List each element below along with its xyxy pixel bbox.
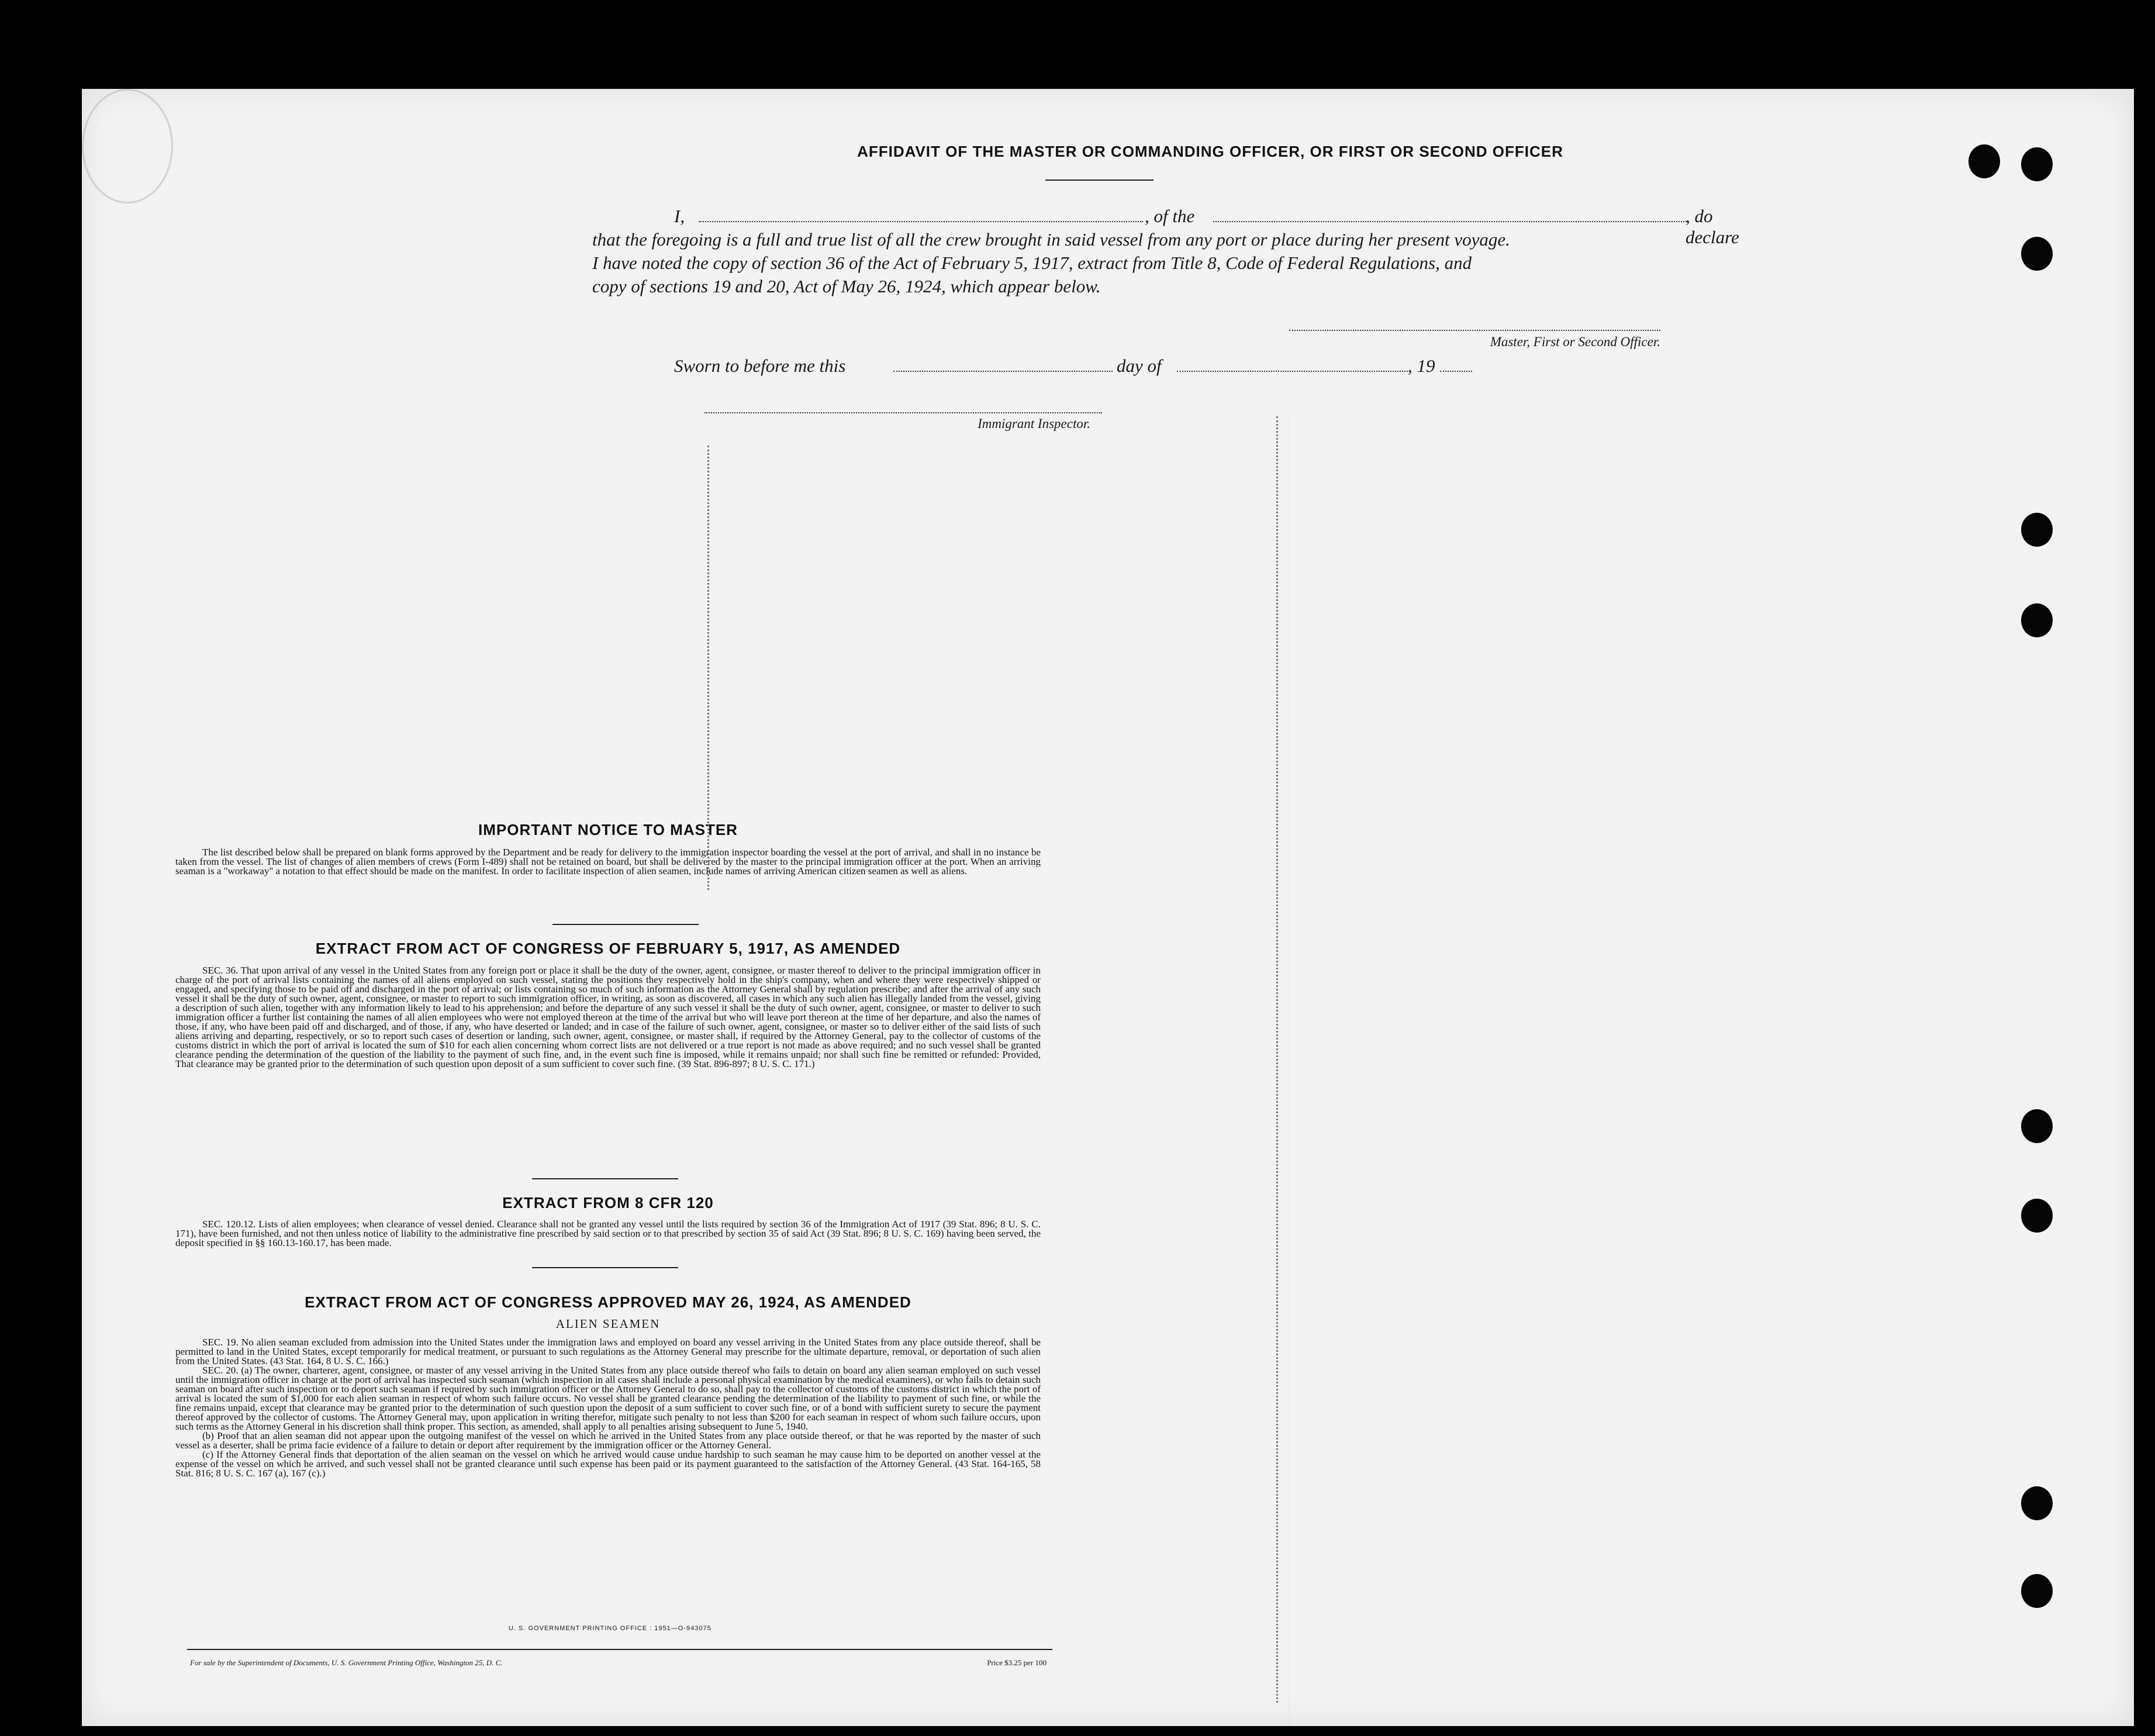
- extract-1924-title: EXTRACT FROM ACT OF CONGRESS APPROVED MAY 26, 1924, AS AMENDED: [305, 1293, 911, 1311]
- notice-title: IMPORTANT NOTICE TO MASTER: [478, 821, 738, 838]
- faded-stamp: [82, 89, 173, 203]
- binding-hole: [2021, 1486, 2053, 1520]
- notice-text: [175, 848, 1041, 876]
- sworn-year-label: , 19: [1408, 356, 1435, 376]
- binding-hole: [2021, 237, 2053, 271]
- inspector-caption: Immigrant Inspector.: [978, 416, 1090, 431]
- master-signature-caption: Master, First or Second Officer.: [1490, 334, 1660, 349]
- master-signature-line[interactable]: [1289, 330, 1660, 331]
- fold-line: [1289, 416, 1290, 1726]
- sworn-year-blank[interactable]: [1440, 371, 1472, 372]
- binding-hole: [2021, 1109, 2053, 1143]
- price-notice: Price $3.25 per 100: [987, 1658, 1047, 1667]
- declare-do-declare: , do declare: [1686, 206, 1739, 247]
- alien-seamen-subtitle: ALIEN SEAMEN: [555, 1317, 661, 1331]
- affidavit-title: AFFIDAVIT OF THE MASTER OR COMMANDING OFFICER, OR FIRST OR SECOND OFFICER: [857, 143, 1563, 160]
- rule-after-1917: [532, 1178, 678, 1179]
- sec-19-paragraph: SEC. 19. No alien seaman excluded from admission into the United States under the immigration laws and employed on board any vessel arriving in the United States from any place outside thereof, shall be permitted to land in the United States, except temporarily for medical treatment, or pursuant to such regulations as the Attorney General may prescribe for the ultimate departure, removal, or deportation of such alien from the United States. (43 Stat. 164, 8 U. S. C. 166.): [175, 1337, 1041, 1366]
- rule-after-notice: [552, 924, 699, 925]
- rule-after-cfr: [532, 1267, 678, 1268]
- sworn-day-of: day of: [1117, 356, 1162, 376]
- declare-line-3: I have noted the copy of section 36 of the Act of February 5, 1917, extract from Title 8, Code of Federal Regulations, and: [592, 253, 1472, 273]
- sworn-month-blank[interactable]: [1177, 371, 1408, 372]
- binding-hole: [2021, 1199, 2053, 1233]
- notice-paragraph: The list described below shall be prepared on blank forms approved by the Department and be ready for delivery to the immigration inspector boarding the vessel at the port of arrival, and shall in no instance be taken from the vessel. The list of changes of alien members of crews (Form I-489) shall not be retained on board, but shall be delivered by the master to the principal immigration officer at the port. When an arriving seaman is a "workaway" a notation to that effect should be made on the manifest. In order to facilitate inspection of alien seamen, include names of arriving American citizen seamen as well as aliens.: [175, 847, 1041, 876]
- footer-rule: [187, 1649, 1052, 1650]
- sworn-prefix: Sworn to before me this: [674, 356, 846, 376]
- inspector-signature-line[interactable]: [704, 412, 1102, 413]
- binding-hole: [2021, 513, 2053, 547]
- extract-cfr-text: [175, 1220, 1041, 1248]
- extract-1917-title: EXTRACT FROM ACT OF CONGRESS OF FEBRUARY 5, 1917, AS AMENDED: [315, 940, 901, 957]
- sec-120-paragraph: SEC. 120.12. Lists of alien employees; when clearance of vessel denied. Clearance shall not be granted any vessel until the lists required by section 36 of the Immigration Act of 1917 (39 Stat. 896; 8 U. S. C. 171), have been furnished, and not then unless notice of liability to the administrative fine prescribed by said section or to that prescribed by section 35 of said Act (39 Stat. 896; 8 U. S. C. 169) having been served, the deposit specified in §§ 160.13-160.17, has been made.: [175, 1219, 1041, 1248]
- binding-hole: [1968, 144, 2000, 178]
- vessel-blank[interactable]: [1213, 221, 1687, 222]
- dots-column-mid: [1276, 416, 1290, 1703]
- title-underline: [1045, 180, 1154, 181]
- sec-20a-paragraph: SEC. 20. (a) The owner, charterer, agent, consignee, or master of any vessel arriving in the United States from any place outside thereof who fails to detain on board any alien seaman employed on such vessel until the immigration officer in charge at the port of arrival has inspected such seaman (which inspection in all cases shall include a personal physical examination by the medical examiners), or who fails to detain such seaman on board after such inspection or to deport such seaman if required by such immigration officer or the Attorney General to do so, shall pay to the collector of customs of the customs district in which the port of arrival is located the sum of $1,000 for each alien seaman in respect of whom such failure occurs. No vessel shall be granted clearance pending the determination of the liability to payment of such fine, or while the fine remains unpaid, except that clearance may be granted prior to the determination of such question upon the deposit of a sum sufficient to cover such fine, or of a bond with sufficient surety to secure the payment thereof approved by the collector of customs. The Attorney General may, upon application in writing therefor, mitigate such penalty to not less than $200 for each seaman in respect of whom such failure occurs, upon such terms as the Attorney General in his discretion shall think proper. This section, as amended, shall apply to all penalties arising subsequent to June 5, 1940.: [175, 1365, 1041, 1432]
- binding-hole: [2021, 147, 2053, 181]
- extract-cfr-title: EXTRACT FROM 8 CFR 120: [502, 1194, 714, 1212]
- binding-hole: [2021, 1574, 2053, 1608]
- sec-20b-paragraph: (b) Proof that an alien seaman did not appear upon the outgoing manifest of the vessel on which he arrived in the United States from any place outside thereof, or that he was reported by the master of such vessel as a deserter, shall be prima facie evidence of a failure to detain or deport after requirement by the immigration officer or the Attorney General.: [175, 1430, 1041, 1451]
- sec-20c-paragraph: (c) If the Attorney General finds that deportation of the alien seaman on the vessel on which he arrived would cause undue hardship to such seaman he may cause him to be deported on another vessel at the expense of the vessel on which he arrived, and such vessel shall not be granted clearance until such expense has been paid or its payment guaranteed to the satisfaction of the Attorney General. (43 Stat. 164-165, 58 Stat. 816; 8 U. S. C. 167 (a), 167 (c).): [175, 1449, 1041, 1479]
- name-blank[interactable]: [699, 221, 1143, 222]
- sworn-line: [592, 356, 1469, 379]
- printing-office-imprint: U. S. GOVERNMENT PRINTING OFFICE : 1951—O-943075: [509, 1625, 712, 1632]
- declare-line-2: that the foregoing is a full and true list of all the crew brought in said vessel from any port or place during her present voyage.: [592, 229, 1510, 250]
- declare-line-4: copy of sections 19 and 20, Act of May 26, 1924, which appear below.: [592, 276, 1101, 296]
- for-sale-notice: For sale by the Superintendent of Documents, U. S. Government Printing Office, Washington 25, D. C.: [190, 1658, 503, 1667]
- declare-of-the: , of the: [1145, 206, 1195, 226]
- binding-hole: [2021, 603, 2053, 637]
- sec-36-paragraph: SEC. 36. That upon arrival of any vessel in the United States from any foreign port or place it shall be the duty of the owner, agent, consignee, or master thereof to deliver to the principal immigration officer in charge of the port of arrival lists containing the names of all aliens employed on such vessel, stating the positions they respectively hold in the ship's company, when and where they were respectively shipped or engaged, and specifying those to be paid off and discharged in the port of arrival; or lists containing so much of such information as the Attorney General shall by regulation prescribe; and after the arrival of any such vessel it shall be the duty of such owner, agent, consignee, or master to report to such immigration officer, in writing, as soon as discovered, all cases in which any such alien has illegally landed from the vessel, giving a description of such alien, together with any information likely to lead to his apprehension; and before the departure of any such vessel it shall be the duty of such owner, agent, consignee, or master to deliver to such immigration officer a further list containing the names of all alien employees who were not employed thereon at the time of the arrival but who will leave port thereon at the time of her departure, and also the names of those, if any, who have been paid off and discharged, and of those, if any, who have deserted or landed; and in case of the failure of such owner, agent, consignee, or master so to deliver either of the said lists of such aliens arriving and departing, respectively, or so to report such cases of desertion or landing, such owner, agent, consignee, or master shall, if required by the Attorney General, pay to the collector of customs of the customs district in which the port of arrival is located the sum of $10 for each alien concerning whom correct lists are not delivered or a true report is not made as above required; and no such vessel shall be granted clearance pending the determination of the question of the liability to the payment of such fine, and, in the event such fine is imposed, while it remains unpaid; nor shall such fine be remitted or refunded: Provided, That clearance may be granted prior to the determination of such question upon deposit of a sum sufficient to cover such fine. (39 Stat. 896-897; 8 U. S. C. 171.): [175, 965, 1041, 1069]
- sworn-day-blank[interactable]: [893, 371, 1113, 372]
- extract-1917-text: [175, 966, 1041, 1069]
- dots-column-left: [707, 446, 721, 890]
- declare-i: I,: [674, 206, 685, 226]
- extract-1924-text: [175, 1338, 1041, 1478]
- document-sheet: [82, 89, 2134, 1726]
